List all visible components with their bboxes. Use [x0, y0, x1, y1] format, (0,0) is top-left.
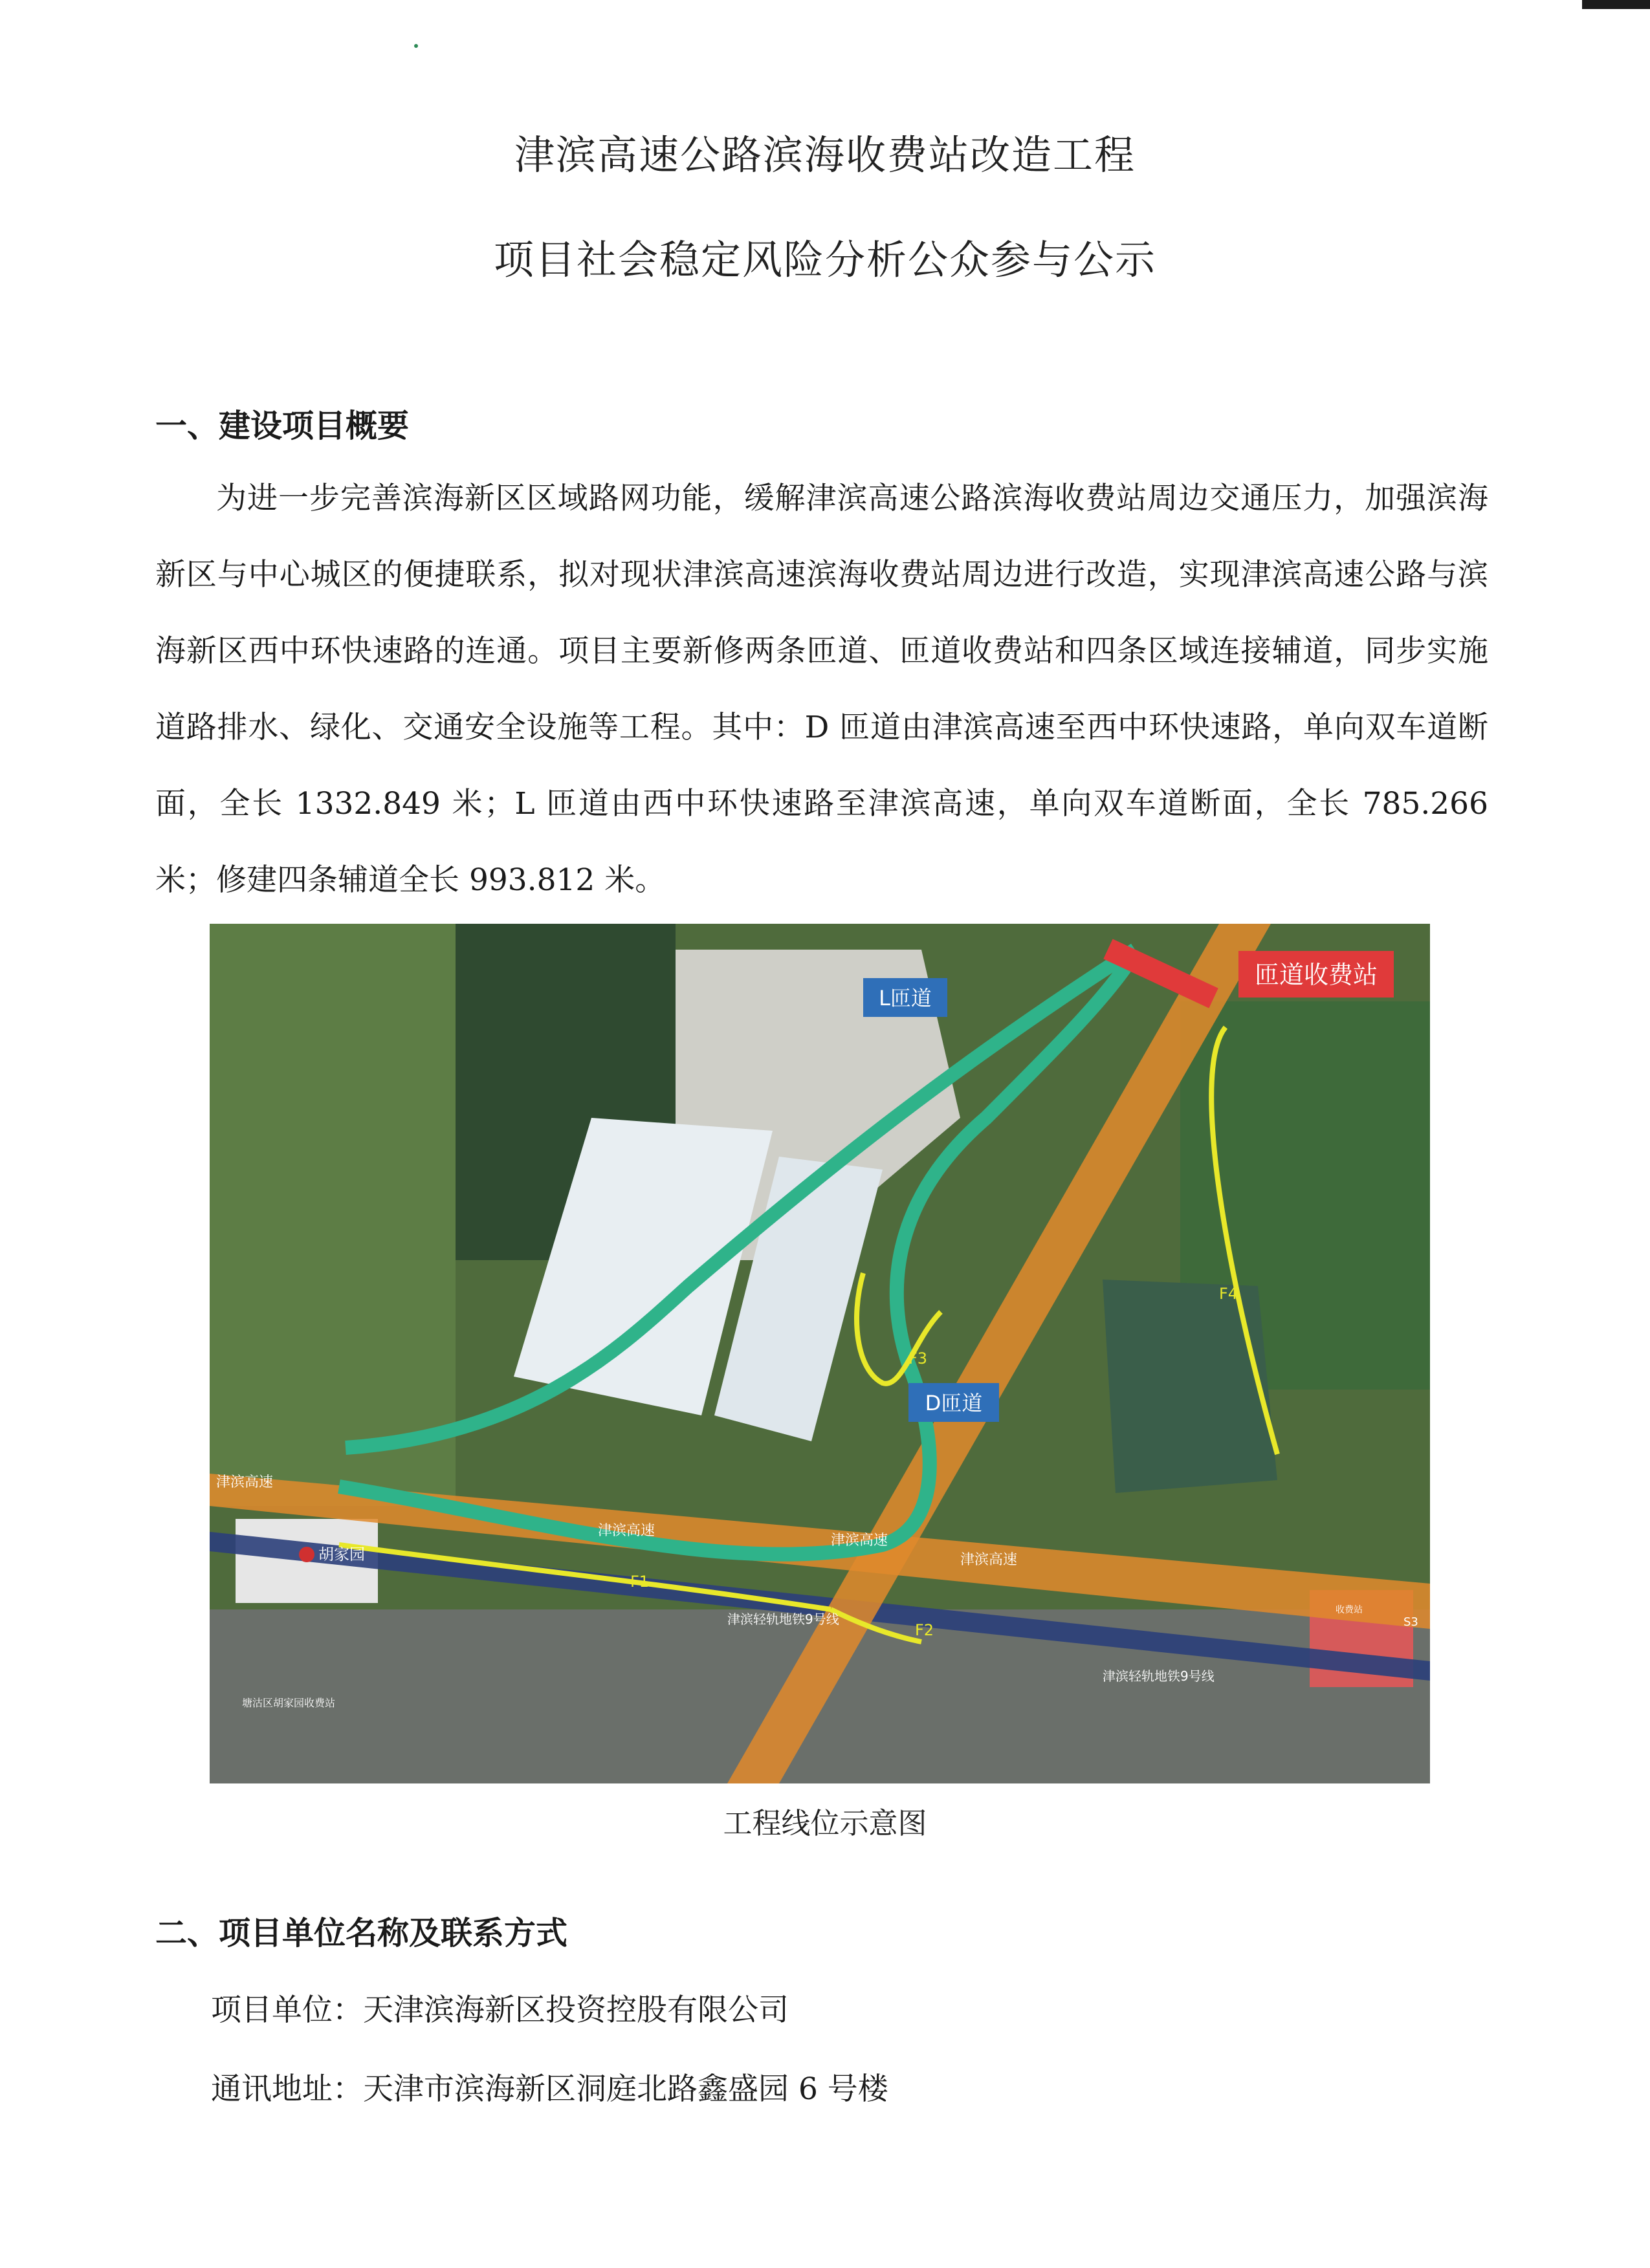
section2-heading: 二、项目单位名称及联系方式 — [155, 1915, 568, 1952]
scan-dot — [414, 44, 418, 48]
map-label-d-ramp: D匝道 — [925, 1391, 983, 1415]
map-triangle-pond — [1103, 1280, 1277, 1493]
route-map-svg — [210, 924, 1430, 1783]
map-station-icon — [299, 1547, 314, 1562]
unit-line — [211, 1986, 789, 2029]
map-label-l-ramp: L匝道 — [879, 986, 932, 1010]
unit-value: 天津滨海新区投资控股有限公司 — [363, 1992, 789, 2028]
map-label-highway-left: 津滨高速 — [216, 1474, 274, 1490]
address-label: 通讯地址： — [211, 2071, 363, 2107]
doc-title-line2: 项目社会稳定风险分析公众参与公示 — [493, 236, 1156, 283]
address-line — [211, 2065, 888, 2108]
map-label-f2: F2 — [915, 1621, 934, 1639]
map-label-f1: F1 — [630, 1573, 650, 1591]
map-label-highway-mid2: 津滨高速 — [831, 1532, 888, 1549]
map-label-metro-a: 津滨轻轨地铁9号线 — [727, 1611, 839, 1627]
unit-label: 项目单位： — [211, 1992, 363, 2028]
figure-caption: 工程线位示意图 — [723, 1806, 927, 1840]
map-label-s3: S3 — [1403, 1615, 1418, 1629]
address-value: 天津市滨海新区洞庭北路鑫盛园 6 号楼 — [363, 2071, 888, 2107]
route-map-figure — [210, 924, 1430, 1783]
section1-body: 为进一步完善滨海新区区域路网功能，缓解津滨高速公路滨海收费站周边交通压力，加强滨海新区与中心城区的便捷联系，拟对现状津滨高速滨海收费站周边进行改造，实现津滨高速公路与滨海新区西中环快速路的连通。项目主要新修两条匝道、匝道收费站和四条区域连接辅道，同步实施道路排水、绿化、交通安全设施等工程。其中：D 匝道由津滨高速至西中环快速路，单向双车道断面，全长 1332.849 米；L 匝道由西中环快速路至津滨高速，单向双车道断面，全长 785.266 米；修建四条辅道全长 993.812 米。 — [155, 481, 1488, 898]
map-label-corner: 塘沽区胡家园收费站 — [242, 1697, 336, 1709]
map-label-f3: F3 — [908, 1349, 928, 1368]
map-field-left — [210, 924, 456, 1506]
map-label-toll-small: 收费站 — [1336, 1605, 1363, 1615]
section1-heading: 一、建设项目概要 — [155, 408, 410, 444]
map-label-station: 胡家园 — [318, 1545, 365, 1564]
scan-edge-mark — [1582, 0, 1650, 9]
map-label-highway-right: 津滨高速 — [960, 1552, 1018, 1568]
map-label-metro-b: 津滨轻轨地铁9号线 — [1103, 1668, 1215, 1684]
map-label-highway-mid: 津滨高速 — [598, 1523, 655, 1539]
doc-title-line1: 津滨高速公路滨海收费站改造工程 — [514, 131, 1136, 179]
map-label-ramp-toll: 匝道收费站 — [1254, 961, 1378, 989]
map-label-f4: F4 — [1219, 1285, 1238, 1303]
